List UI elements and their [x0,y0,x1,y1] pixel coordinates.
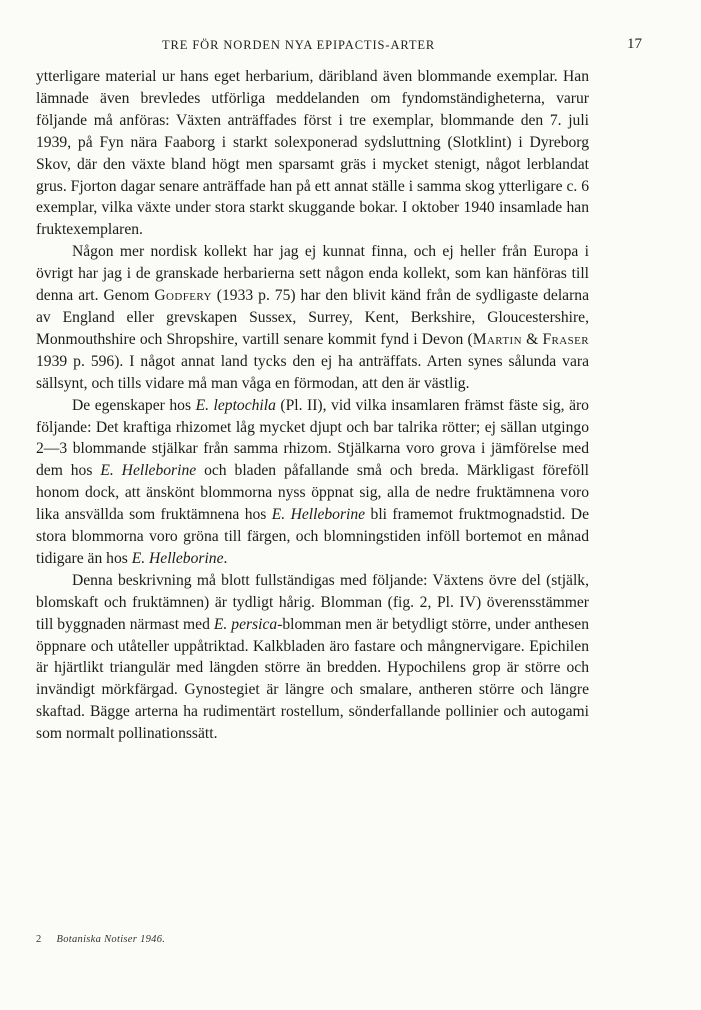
author-name: Fraser [542,330,589,348]
text-run: och bladen påfallande små och breda. Märkligast föreföll honom dock, att änskönt blommorna nyss öppnat sig, alla de nedre fruktämnena voro lika ansvällda som fruktämnena hos [36,462,589,524]
author-name: Martin [472,330,522,348]
text-run: (1933 p. 75) har den blivit känd från de sydligaste delarna av England eller grevskapen Sussex, Surrey, Kent, Berkshire, Gloucestershire, Monmouthshire och Shropshire, vartill senare kommit fynd i Devon ( [36,287,589,348]
species-name: E. Helleborine [100,462,197,480]
species-name: E. persica [213,615,278,633]
paragraph [36,395,589,570]
text-run: -blomman men är betydligt större, under anthesen öppnare och utåteller uppåtriktad. Kalkbladen äro fastare och mångnervigare. Epichilen är hjärtlikt triangulär med längden större än bredden. Hypochilens grop är större och invändigt mörkfärgad. Gynostegiet är längre och smalare, antheren större och längre skaftad. Bägge arterna ha rudimentärt rostellum, sönderfallande pollinier och autogami som normalt pollinationssätt. [36,615,589,743]
author-name: Godfery [154,287,212,305]
text-run: & [521,330,543,348]
text-run: Någon mer nordisk kollekt har jag ej kunnat finna, och ej heller från Europa i övrigt har jag i de granskade herbarierna sett någon enda kollekt, som kan hänföras till denna art. Genom [36,243,589,305]
text-run: Denna beskrivning må blott fullständigas med följande: Växtens övre del (stjälk, blomskaft och fruktämnen) är tydligt hårig. Blomman (fig. 2, Pl. IV) överensstämmer till byggnaden närmast med [36,571,589,633]
paragraph [36,241,589,394]
footer-signature-number: 2 [36,934,42,945]
text-run: 1939 p. 596). I något annat land tycks den ej ha anträffats. Arten synes sålunda vara sällsynt, och tills vidare må man våga en förmodan, att den är västlig. [36,352,589,392]
paragraph [36,66,589,241]
footer-journal: Botaniska Notiser 1946. [56,934,166,945]
header-title: TRE FÖR NORDEN NYA EPIPACTIS-ARTER [162,38,436,52]
footer [36,934,165,945]
species-name: E. Helleborine [271,506,366,524]
text-run: (Pl. II), vid vilka insamlaren främst fäste sig, äro följande: Det kraftiga rhizomet låg mycket djupt och bar talrika rötter; ej sällan utgingo 2—3 blommande stjälkar från samma rhizom. Stjälkarna voro grova i jämförelse med dem hos [36,396,589,480]
species-name: E. leptochila [195,396,276,414]
text-run: ytterligare material ur hans eget herbarium, däribland även blommande exemplar. Han lämnade även brevledes utförliga meddelanden om fyndomständigheterna, varur följande må anföras: Växten anträffades först i tre exemplar, blommande den 7. juli 1939, på Fyn nära Faaborg i starkt solexponerad sydsluttning (Slotklint) i Dyreborg Skov, där den växte bland högt men sparsamt gräs i mycket stenigt, något lerblandat grus. Fjorton dagar senare anträffade han på ett annat ställe i samma skog ytterligare c. 6 exemplar, vilka växte under stora starkt skuggande bokar. I oktober 1940 insamlade han fruktexemplaren. [36,68,589,239]
body-text [36,66,589,745]
text-run: . [223,549,228,567]
text-run: De egenskaper hos [72,396,196,414]
text-run: bli framemot fruktmognadstid. De stora blommorna voro gröna till färgen, och blomningstiden inföll bortemot en månad tidigare än hos [36,506,589,567]
species-name: E. Helleborine [131,549,224,567]
running-header [52,36,648,56]
page-number: 17 [627,36,642,52]
paragraph [36,570,589,745]
